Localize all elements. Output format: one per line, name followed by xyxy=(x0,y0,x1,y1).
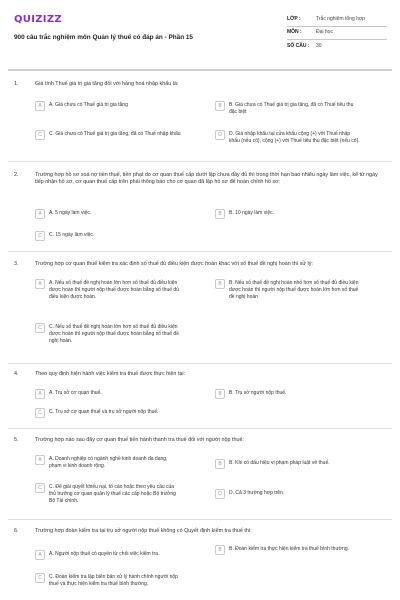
option-c[interactable] xyxy=(35,231,181,241)
option-letter-box: B xyxy=(215,101,225,111)
option-letter-box: C xyxy=(35,323,45,333)
option-text: A. Trụ sở cơ quan thuế. xyxy=(49,390,102,396)
option-text: A. Người nộp thuế có quyền từ chối việc kiểm tra. xyxy=(49,551,160,557)
option-letter-box: A xyxy=(35,209,45,219)
option-letter-box: D xyxy=(215,489,225,499)
option-letter-box: B xyxy=(215,545,225,555)
meta-row-subject xyxy=(287,27,387,41)
question-text: Giá tính Thuế giá trị gia tăng đối với hàng hoá nhập khẩu là: xyxy=(35,81,179,87)
option-c[interactable] xyxy=(35,408,245,418)
question-number: 2. xyxy=(14,172,19,178)
option-text: A. Giá chưa có Thuế giá trị gia tăng xyxy=(49,102,128,108)
meta-value: Trắc nghiệm tổng hợp xyxy=(316,15,365,22)
option-b[interactable] xyxy=(215,545,361,555)
option-b[interactable] xyxy=(215,279,361,300)
option-letter-box: B xyxy=(215,209,225,219)
meta-key: LỚP : xyxy=(287,15,301,22)
option-letter-box: C xyxy=(35,483,45,493)
question-number: 3. xyxy=(14,261,19,267)
option-text: B. Khi có dấu hiệu vi phạm pháp luật về thuế. xyxy=(229,460,330,466)
option-letter-box: C xyxy=(35,130,45,140)
question-text: Trường hợp hồ sơ xoá nợ tiền thuế, tiền phạt do cơ quan thuế cấp dưới lập chưa đầy đủ thì trong thời hạn bao nhiêu ngày làm việc, kể từ ngày tiếp nhận hồ sơ, cơ quan thuế cấp trên phải thông báo cho cơ quan đã lập hồ sơ để hoàn chỉnh hồ sơ: xyxy=(35,172,378,186)
meta-value: 30 xyxy=(316,43,322,50)
question-divider xyxy=(8,161,392,162)
option-b[interactable] xyxy=(215,209,361,219)
option-text: B. Nếu số thuế đề nghị hoàn nhỏ hơn số thuế đủ điều kiện được hoàn thì người nộp thuế được hoàn lớn hơn số thuế đề nghị hoàn xyxy=(229,280,359,300)
option-text: B. 10 ngày làm việc. xyxy=(229,210,275,216)
option-text: C. Đoàn kiểm tra lập biên bản xử lý hành chính người nộp thuế và thực hiện kiểm tra thuế bình thường. xyxy=(49,574,178,587)
question-divider xyxy=(8,519,392,520)
question-divider xyxy=(8,251,392,252)
option-c[interactable] xyxy=(35,483,181,504)
option-text: D. Giá nhập khẩu tại cửa khẩu cộng (+) với Thuế nhập khẩu (nếu có), cộng (+) với Thuế tiêu thụ đặc biệt (nếu có). xyxy=(229,131,360,144)
option-text: C. Trụ sở cơ quan thuế và trụ sở người nộp thuế. xyxy=(49,409,159,415)
option-text: A. Doanh nghiệp có ngành nghề kinh doanh đa dạng, phạm vi kinh doanh rộng. xyxy=(49,456,168,469)
option-letter-box: D xyxy=(215,130,225,140)
option-letter-box: C xyxy=(35,231,45,241)
meta-table xyxy=(287,13,387,54)
option-letter-box: A xyxy=(35,550,45,560)
option-a[interactable] xyxy=(35,455,181,470)
question-divider xyxy=(8,363,392,364)
option-text: B. Đoàn kiểm tra thực hiện kiểm tra thuế bình thường. xyxy=(229,546,350,552)
option-b[interactable] xyxy=(215,389,361,399)
option-letter-box: B xyxy=(215,279,225,289)
option-c[interactable] xyxy=(35,573,181,588)
page-header xyxy=(0,0,400,66)
option-c[interactable] xyxy=(35,130,181,140)
option-text: C. 15 ngày làm việc. xyxy=(49,232,95,238)
option-letter-box: C xyxy=(35,573,45,583)
option-c[interactable] xyxy=(35,323,181,344)
meta-row-class xyxy=(287,13,387,27)
question-text: Trường hợp đoàn kiểm tra tại trụ sở người nộp thuế không có Quyết định kiểm tra thuế thì: xyxy=(35,528,252,534)
option-d[interactable] xyxy=(215,130,361,145)
option-text: C. Nếu số thuế đề nghị hoàn lớn hơn số thuế đủ điều kiện được hoàn thì người nộp thuế được hoàn bằng số thuế đề nghị hoàn. xyxy=(49,324,179,344)
option-letter-box: C xyxy=(35,408,45,418)
question-text: Trường hợp nào sau đây cơ quan thuế tiến hành thanh tra thuế đối với người nộp thuế: xyxy=(35,437,245,443)
option-text: A. Nếu số thuế đề nghị hoàn lớn hơn số thuế đủ điều kiện được hoàn thì người nộp thuế được hoàn bằng số thuế đủ điều kiện được hoàn. xyxy=(49,280,179,300)
meta-key: MÔN : xyxy=(287,29,302,36)
question-number: 5. xyxy=(14,437,19,443)
question-text: Trường hợp cơ quan thuế kiểm tra xác định số thuế đủ điều kiện được hoàn khác với số thuế đề nghị hoàn thì xử lý: xyxy=(35,261,313,267)
quizizz-logo: QUIZIZZ xyxy=(14,14,62,25)
option-a[interactable] xyxy=(35,209,181,219)
meta-key: SỐ CÂU : xyxy=(287,43,310,50)
option-letter-box: A xyxy=(35,101,45,111)
option-letter-box: A xyxy=(35,455,45,465)
option-letter-box: A xyxy=(35,279,45,289)
meta-value: Đại học xyxy=(316,29,333,36)
option-text: B. Trụ sở người nộp thuế. xyxy=(229,390,287,396)
option-text: C. Giá chưa có Thuế giá trị gia tăng, đã có Thuế nhập khẩu xyxy=(49,131,181,137)
option-a[interactable] xyxy=(35,279,181,300)
question-number: 1. xyxy=(14,81,19,87)
option-a[interactable] xyxy=(35,389,181,399)
question-divider xyxy=(8,428,392,429)
meta-row-count xyxy=(287,40,387,54)
option-text: C. Để giải quyết khiếu nại, tố cáo hoặc theo yêu cầu của thủ trưởng cơ quan quản lý thuế các cấp hoặc Bộ trưởng Bộ Tài chính. xyxy=(49,484,176,504)
option-d[interactable] xyxy=(215,489,361,499)
option-text: A. 5 ngày làm việc. xyxy=(49,210,92,216)
option-a[interactable] xyxy=(35,550,181,560)
option-text: D. Cả 3 trường hợp trên. xyxy=(229,490,285,496)
question-number: 6. xyxy=(14,528,19,534)
option-text: B. Giá chưa có Thuế giá trị gia tăng, đã có Thuế tiêu thụ đặc biệt xyxy=(229,102,354,115)
page-title: 900 câu trắc nghiệm môn Quản lý thuế có đáp án - Phần 15 xyxy=(14,34,193,41)
option-a[interactable] xyxy=(35,101,181,111)
option-letter-box: B xyxy=(215,459,225,469)
option-letter-box: A xyxy=(35,389,45,399)
option-b[interactable] xyxy=(215,459,361,469)
header-divider xyxy=(8,69,392,71)
question-text: Theo quy định hiện hành việc kiểm tra thuế được thực hiện tại: xyxy=(35,371,186,377)
option-b[interactable] xyxy=(215,101,361,116)
option-letter-box: B xyxy=(215,389,225,399)
question-number: 4. xyxy=(14,371,19,377)
